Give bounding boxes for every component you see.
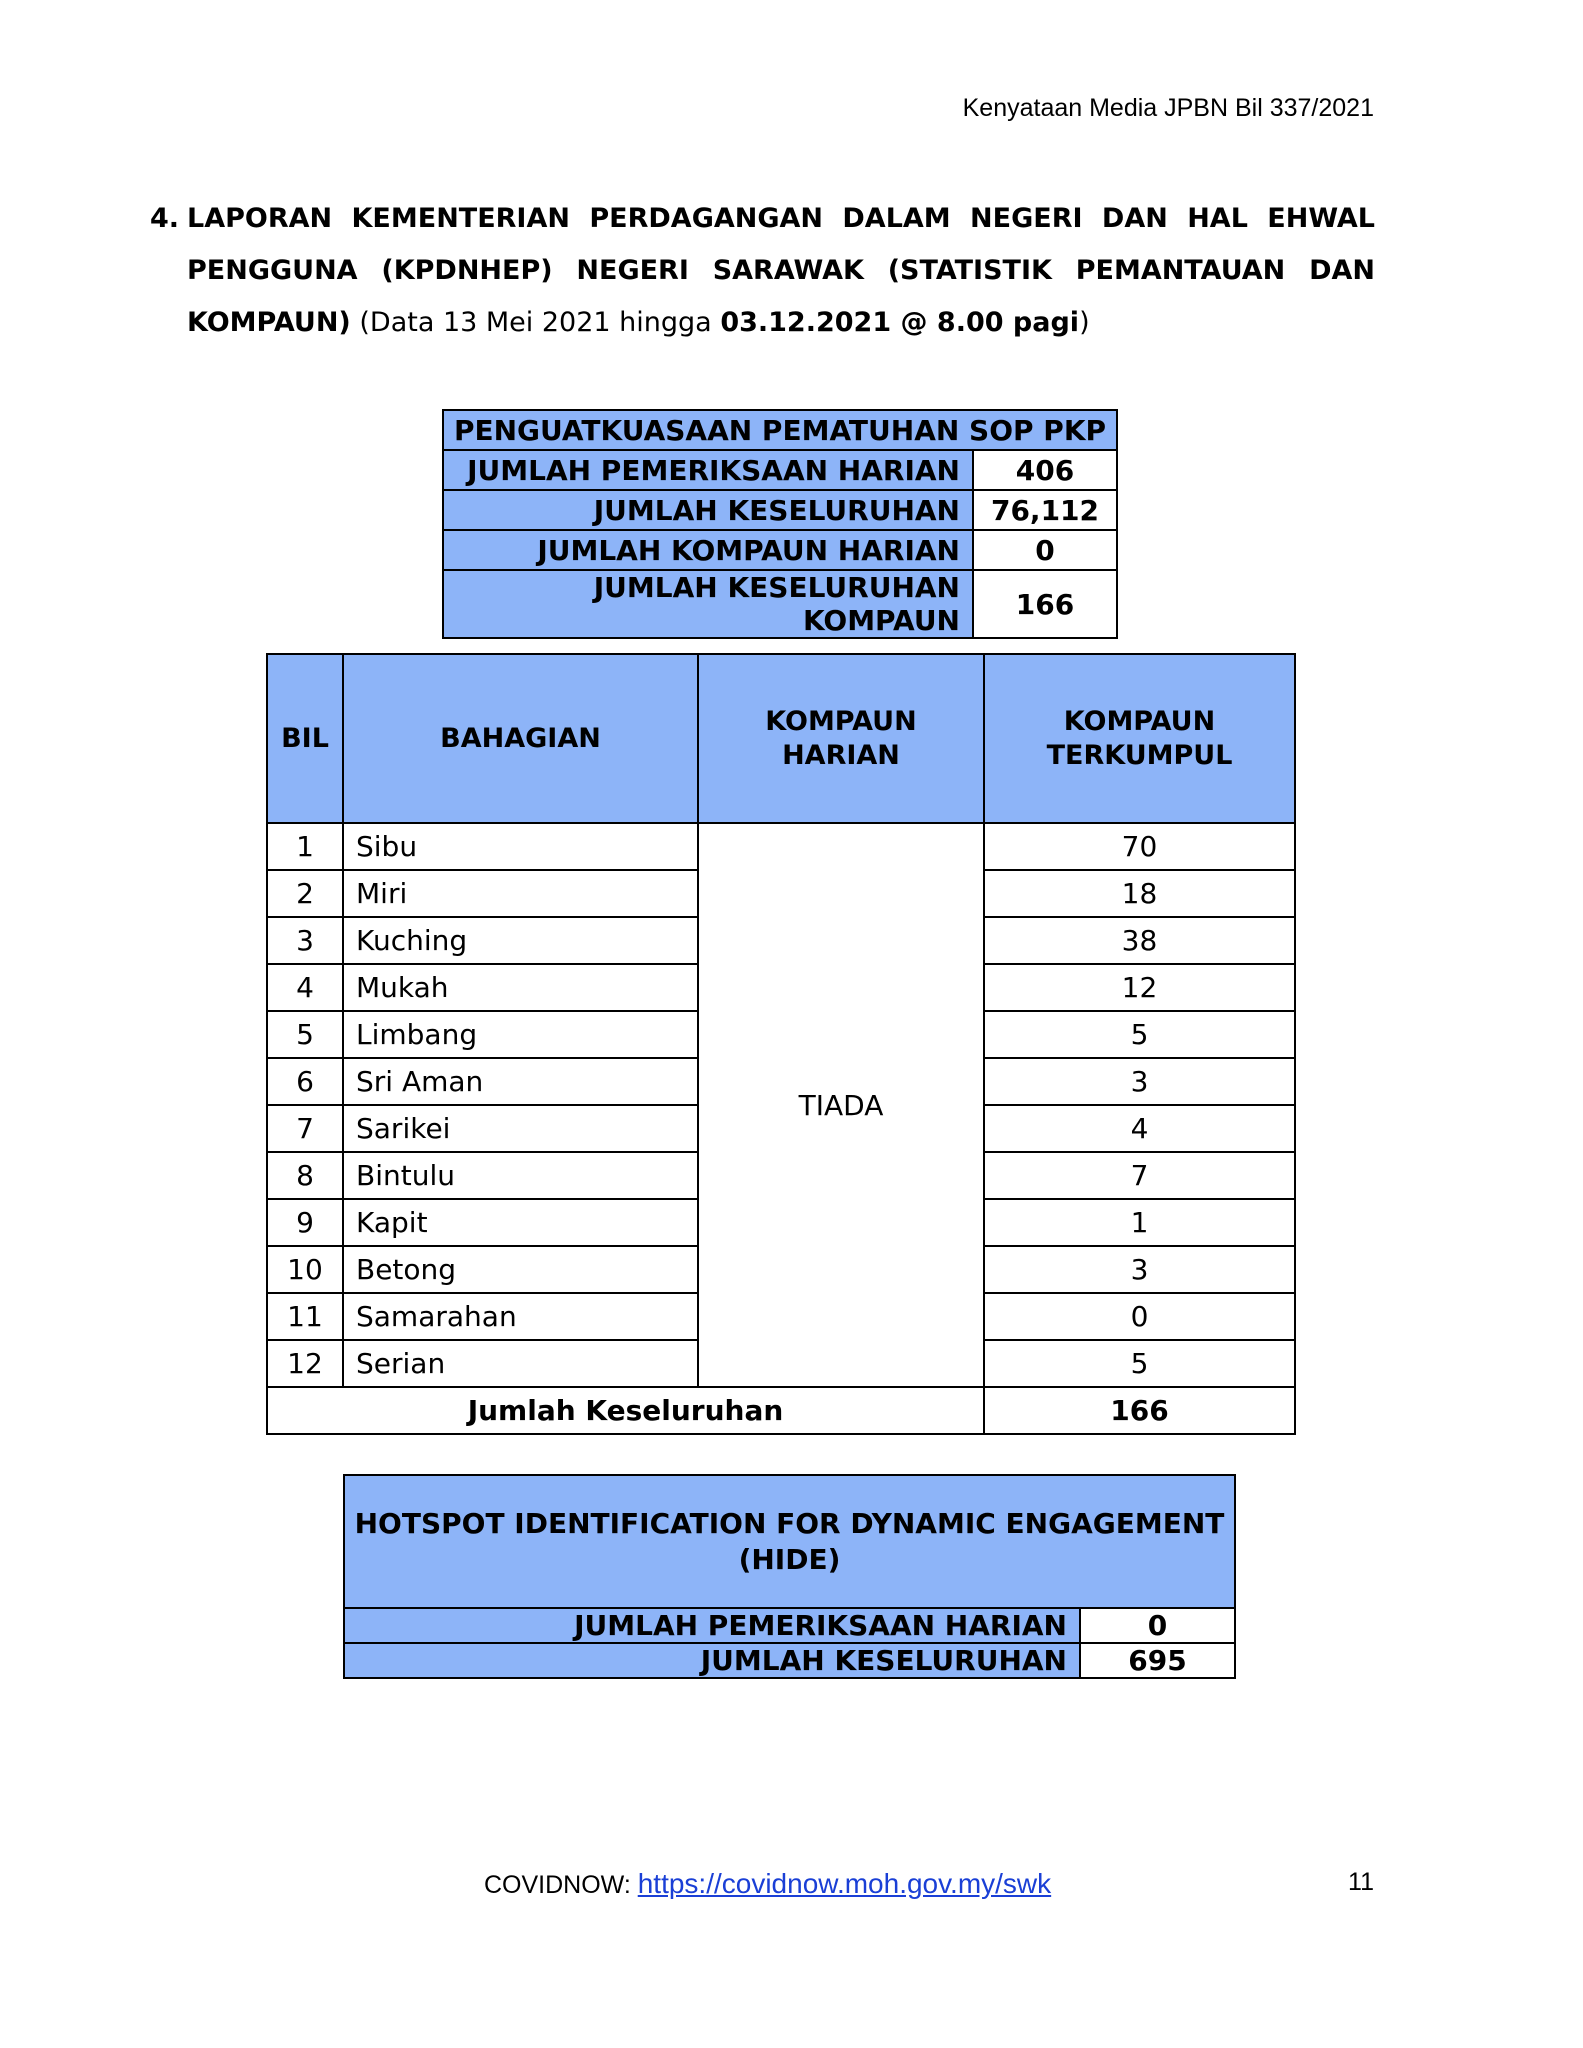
hide-title-line: HOTSPOT IDENTIFICATION FOR DYNAMIC ENGAGEMENT: [354, 1506, 1225, 1540]
row-division: Kuching: [343, 917, 698, 964]
row-division: Samarahan: [343, 1293, 698, 1340]
row-terkumpul: 70: [984, 823, 1295, 870]
hide-label: JUMLAH PEMERIKSAAN HARIAN: [344, 1608, 1080, 1643]
header-bahagian: BAHAGIAN: [343, 654, 698, 823]
row-division: Kapit: [343, 1199, 698, 1246]
row-terkumpul: 5: [984, 1340, 1295, 1387]
hide-value: 695: [1080, 1643, 1235, 1678]
row-division: Mukah: [343, 964, 698, 1011]
date-suffix: ): [1079, 307, 1090, 338]
header-line: KOMPAUN: [765, 705, 917, 737]
row-terkumpul: 5: [984, 1011, 1295, 1058]
document-reference: Kenyataan Media JPBN Bil 337/2021: [962, 94, 1374, 122]
row-division: Sarikei: [343, 1105, 698, 1152]
row-terkumpul: 3: [984, 1058, 1295, 1105]
row-bil: 10: [267, 1246, 343, 1293]
date-bold: 03.12.2021 @ 8.00 pagi: [720, 307, 1080, 338]
header-line: KOMPAUN: [1063, 705, 1216, 737]
kompaun-harian-merged: TIADA: [698, 823, 984, 1387]
table-row: [344, 1643, 1235, 1678]
sop-value: 0: [973, 530, 1117, 570]
row-terkumpul: 38: [984, 917, 1295, 964]
table-total-row: [267, 1387, 1295, 1434]
sop-table-title: PENGUATKUASAAN PEMATUHAN SOP PKP: [443, 410, 1117, 450]
division-compound-table: [266, 653, 1296, 1435]
sop-label: JUMLAH KESELURUHAN: [443, 490, 973, 530]
hide-label: JUMLAH KESELURUHAN: [344, 1643, 1080, 1678]
table-row: [443, 570, 1117, 638]
row-bil: 12: [267, 1340, 343, 1387]
section-title: [187, 193, 1375, 349]
table-row: [443, 450, 1117, 490]
row-division: Miri: [343, 870, 698, 917]
row-bil: 4: [267, 964, 343, 1011]
row-terkumpul: 4: [984, 1105, 1295, 1152]
row-bil: 8: [267, 1152, 343, 1199]
row-division: Bintulu: [343, 1152, 698, 1199]
row-terkumpul: 3: [984, 1246, 1295, 1293]
header-line: TERKUMPUL: [1046, 739, 1233, 771]
row-terkumpul: 18: [984, 870, 1295, 917]
sop-label: JUMLAH KESELURUHAN KOMPAUN: [443, 570, 973, 638]
date-prefix: (Data 13 Mei 2021 hingga: [350, 307, 721, 338]
row-terkumpul: 1: [984, 1199, 1295, 1246]
footer-prefix: COVIDNOW:: [484, 1871, 638, 1899]
table-header-row: [267, 654, 1295, 823]
row-terkumpul: 7: [984, 1152, 1295, 1199]
row-bil: 5: [267, 1011, 343, 1058]
total-value: 166: [984, 1387, 1295, 1434]
row-bil: 9: [267, 1199, 343, 1246]
sop-label: JUMLAH PEMERIKSAAN HARIAN: [443, 450, 973, 490]
row-bil: 7: [267, 1105, 343, 1152]
row-bil: 11: [267, 1293, 343, 1340]
row-division: Sri Aman: [343, 1058, 698, 1105]
section-heading: [150, 193, 1375, 349]
hide-header-row: [344, 1475, 1235, 1608]
header-line: HARIAN: [782, 739, 900, 771]
row-bil: 1: [267, 823, 343, 870]
header-kompaun-terkumpul: [984, 654, 1295, 823]
total-label: Jumlah Keseluruhan: [267, 1387, 984, 1434]
table-row: [443, 530, 1117, 570]
header-kompaun-harian: [698, 654, 984, 823]
row-bil: 3: [267, 917, 343, 964]
page-number: 11: [1348, 1868, 1374, 1896]
row-bil: 6: [267, 1058, 343, 1105]
sop-value: 76,112: [973, 490, 1117, 530]
row-division: Serian: [343, 1340, 698, 1387]
row-division: Sibu: [343, 823, 698, 870]
covidnow-link[interactable]: https://covidnow.moh.gov.my/swk: [637, 1868, 1052, 1899]
section-title-bold: LAPORAN KEMENTERIAN PERDAGANGAN DALAM NEGERI DAN HAL EHWAL PENGGUNA (KPDNHEP) NEGERI SARAWAK (STATISTIK PEMANTAUAN DAN KOMPAUN): [187, 203, 1375, 338]
hide-value: 0: [1080, 1608, 1235, 1643]
row-division: Betong: [343, 1246, 698, 1293]
table-row: [443, 490, 1117, 530]
footer: [484, 1868, 1051, 1900]
sop-label: JUMLAH KOMPAUN HARIAN: [443, 530, 973, 570]
row-division: Limbang: [343, 1011, 698, 1058]
row-bil: 2: [267, 870, 343, 917]
hide-title-line: (HIDE): [738, 1542, 841, 1576]
hide-table-title: [344, 1475, 1235, 1608]
row-terkumpul: 0: [984, 1293, 1295, 1340]
sop-value: 406: [973, 450, 1117, 490]
sop-value: 166: [973, 570, 1117, 638]
sop-enforcement-table: [442, 409, 1118, 639]
row-terkumpul: 12: [984, 964, 1295, 1011]
header-bil: BIL: [267, 654, 343, 823]
hide-table: [343, 1474, 1236, 1679]
table-row: [344, 1608, 1235, 1643]
section-number: 4.: [150, 203, 180, 234]
table-row: [267, 823, 1295, 870]
